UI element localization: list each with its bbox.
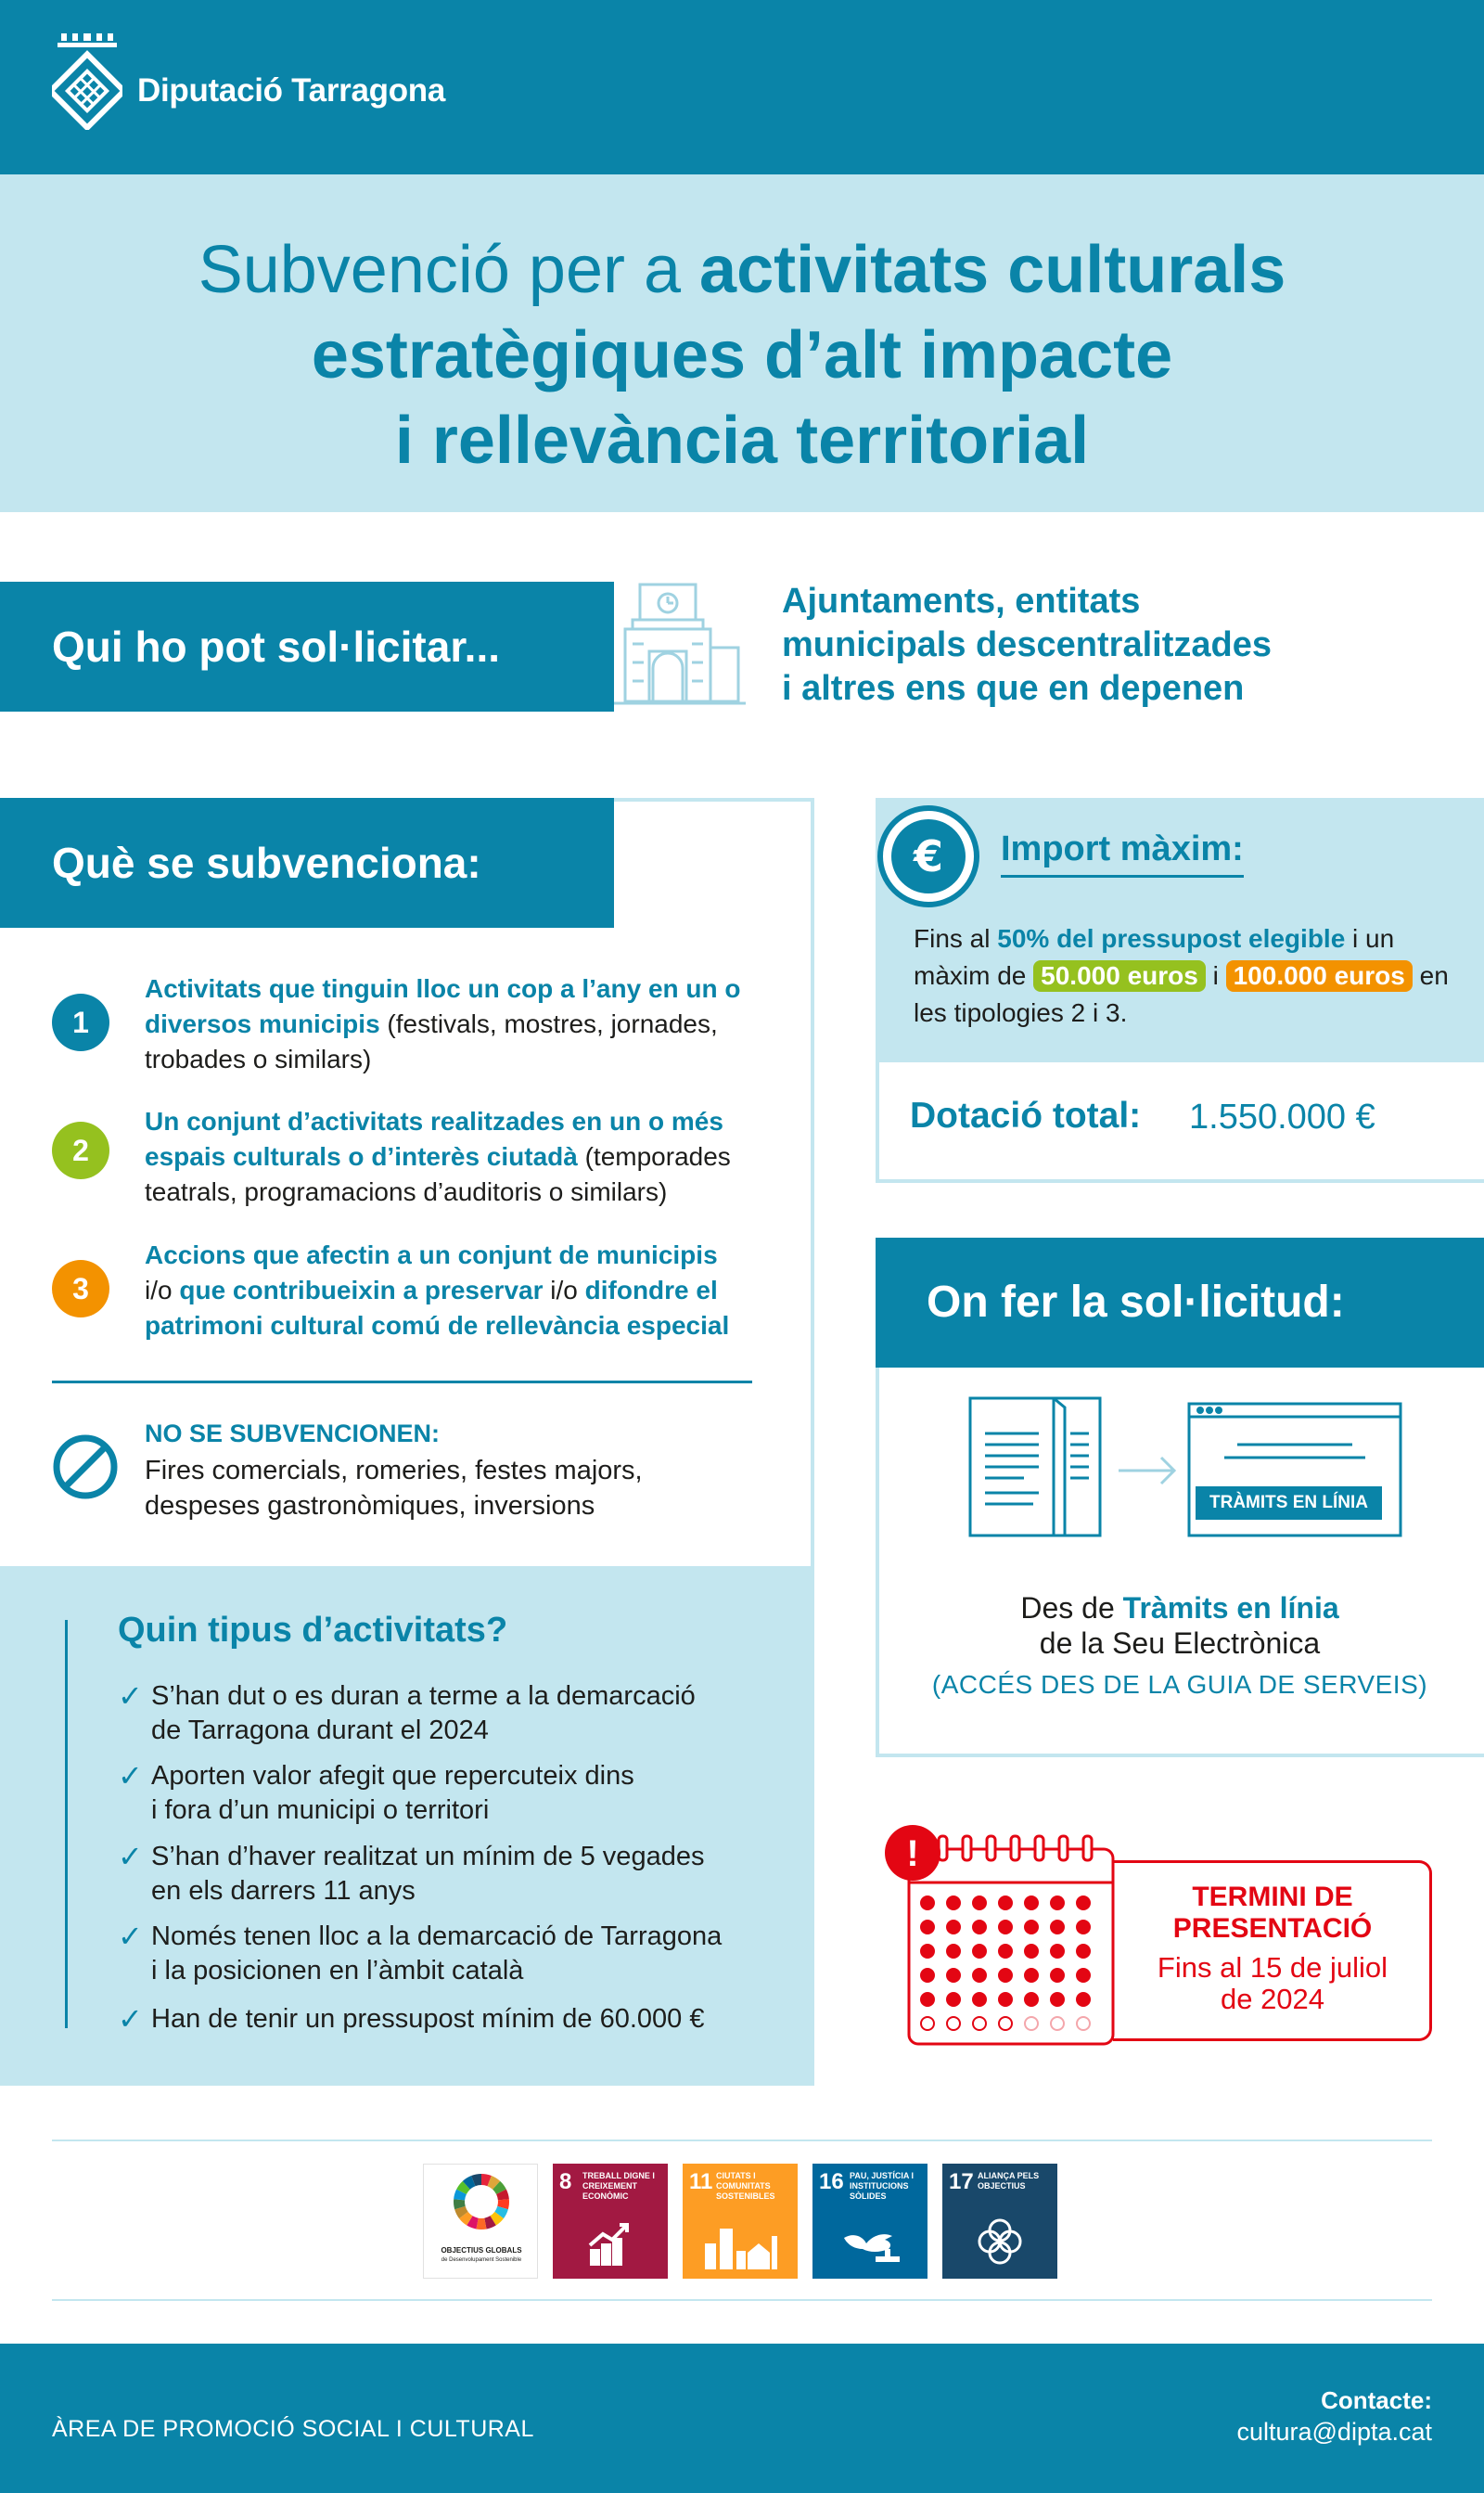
where-text-3: de la Seu Electrònica xyxy=(1039,1626,1321,1660)
growth-chart-icon xyxy=(586,2217,636,2268)
contact-label: Contacte: xyxy=(1321,2386,1432,2414)
calendar-day xyxy=(1025,1921,1038,1934)
type-item-line-1: Aporten valor afegit que repercuteix dins xyxy=(151,1761,634,1791)
type-item xyxy=(118,1840,767,1908)
calendar-day xyxy=(999,1993,1012,2006)
check-icon: ✓ xyxy=(118,1679,143,1713)
footer-area: ÀREA DE PROMOCIÓ SOCIAL I CULTURAL xyxy=(52,2416,534,2442)
what-item-3-plain-b: i/o xyxy=(543,1276,585,1304)
calendar-day xyxy=(973,1945,986,1958)
where-text-1: Des de xyxy=(1020,1591,1123,1625)
calendar-day xyxy=(1051,1921,1064,1934)
calendar-ring xyxy=(987,1836,995,1860)
where-label: On fer la sol·licitud: xyxy=(927,1278,1345,1327)
calendar-day xyxy=(1077,1945,1090,1958)
type-item-line-1: S’han d’haver realitzat un mínim de 5 vegades xyxy=(151,1842,705,1871)
calendar-day xyxy=(999,2017,1012,2030)
deadline-title-2: PRESENTACIÓ xyxy=(1172,1913,1373,1944)
excluded-text: Fires comercials, romeries, festes majors, despeses gastronòmiques, inversions xyxy=(145,1456,643,1521)
type-item-line-1: S’han dut o es duran a terme a la demarcació xyxy=(151,1681,696,1711)
calendar-day xyxy=(947,1896,960,1909)
sdg-number: 17 xyxy=(949,2169,974,2194)
svg-text:€: € xyxy=(913,831,944,881)
calendar-day xyxy=(1025,1896,1038,1909)
calendar-day xyxy=(973,2017,986,2030)
calendar-day xyxy=(921,1945,934,1958)
sdg-tile-11 xyxy=(683,2164,798,2279)
type-item-line-2: i fora d’un municipi o territori xyxy=(151,1795,490,1825)
sdg-label: ALIANÇA PELS OBJECTIUS xyxy=(978,2171,1040,2191)
title-part-1: Subvenció per a xyxy=(198,233,700,307)
deadline-text-1: Fins al 15 de juliol xyxy=(1157,1951,1388,1984)
calendar-day xyxy=(1025,2017,1038,2030)
diputacio-logo-icon xyxy=(52,33,122,130)
exclamation-icon: ! xyxy=(906,1833,919,1874)
amount-pill-50000: 50.000 euros xyxy=(1033,960,1206,992)
tramits-en-linia-button: TRÀMITS EN LÍNIA xyxy=(1196,1486,1382,1520)
where-description xyxy=(876,1590,1484,1661)
calendar-day xyxy=(947,2017,960,2030)
amount-text-3: i un màxim de xyxy=(914,924,1395,990)
amount-pill-100000: 100.000 euros xyxy=(1226,960,1413,992)
partnership-icon xyxy=(972,2214,1028,2269)
calendar-day xyxy=(973,1993,986,2006)
where-note: (ACCÉS DES DE LA GUIA DE SERVEIS) xyxy=(931,1670,1428,1699)
calendar-day xyxy=(921,1993,934,2006)
what-item-2-rest: (temporades teatrals, programacions d’auditoris o similars) xyxy=(145,1142,731,1206)
calendar-day xyxy=(1025,1945,1038,1958)
calendar-ring xyxy=(963,1836,971,1860)
calendar-ring xyxy=(1083,1836,1092,1860)
prohibited-icon xyxy=(52,1433,119,1500)
online-procedure-illustration xyxy=(968,1396,1415,1545)
item-number-3: 3 xyxy=(52,1260,109,1317)
what-item-2-highlight: Un conjunt d’activitats realitzades en un o més espais culturals o d’interès ciutadà xyxy=(145,1107,723,1171)
calendar-day xyxy=(973,1969,986,1982)
who-line-2: municipals descentralitzades xyxy=(782,625,1272,664)
what-item-1-highlight: Activitats que tinguin lloc un cop a l’any en un o diversos municipis xyxy=(145,974,741,1038)
what-label: Què se subvenciona: xyxy=(52,839,481,887)
type-item xyxy=(118,1679,767,1748)
calendar-day xyxy=(1051,1945,1064,1958)
sdg-global-subtitle: de Desenvolupament Sostenible xyxy=(441,2257,522,2263)
calendar-day xyxy=(1077,1969,1090,1982)
sdg-tile-8 xyxy=(553,2164,668,2279)
type-item-line-2: en els darrers 11 anys xyxy=(151,1876,416,1906)
calendar-day xyxy=(947,1945,960,1958)
title-part-2: activitats culturals xyxy=(699,233,1286,307)
page-title xyxy=(0,227,1484,483)
check-icon: ✓ xyxy=(118,1920,143,1953)
calendar-day xyxy=(1051,1969,1064,1982)
calendar-day xyxy=(921,1969,934,1982)
type-item xyxy=(118,2002,767,2037)
divider xyxy=(52,2140,1432,2141)
deadline-title-1: TERMINI DE xyxy=(1192,1882,1353,1912)
type-item-line-1: Només tenen lloc a la demarcació de Tarragona xyxy=(151,1921,723,1951)
contact-email[interactable]: cultura@dipta.cat xyxy=(1236,2418,1432,2446)
calendar-day xyxy=(947,1969,960,1982)
what-item-3-highlight-b: que contribueixin a preservar xyxy=(179,1276,544,1304)
org-name: Diputació Tarragona xyxy=(137,72,446,109)
sdg-label: TREBALL DIGNE I CREIXEMENT ECONÒMIC xyxy=(582,2171,655,2201)
who-description xyxy=(782,580,1431,711)
total-label: Dotació total: xyxy=(910,1096,1142,1136)
city-icon xyxy=(701,2216,779,2269)
item-number-1: 1 xyxy=(52,994,109,1051)
type-item xyxy=(118,1920,767,1988)
sdg-number: 8 xyxy=(559,2169,572,2194)
calendar-day xyxy=(1077,2017,1090,2030)
calendar-day xyxy=(973,1921,986,1934)
calendar-day xyxy=(999,1945,1012,1958)
who-line-3: i altres ens que en depenen xyxy=(782,669,1245,708)
sdg-label: PAU, JUSTÍCIA I INSTITUCIONS SÒLIDES xyxy=(850,2171,915,2201)
what-item-3-plain-a: i/o xyxy=(145,1276,180,1304)
deadline-title xyxy=(1113,1882,1432,1945)
item-number-2: 2 xyxy=(52,1122,109,1179)
calendar-ring xyxy=(1035,1836,1043,1860)
calendar-day xyxy=(999,1921,1012,1934)
who-label: Qui ho pot sol·licitar... xyxy=(52,623,501,671)
calendar-day xyxy=(1077,1896,1090,1909)
title-part-4: i rellevància territorial xyxy=(394,404,1090,478)
calendar-day xyxy=(1077,1993,1090,2006)
calendar-ring xyxy=(1011,1836,1019,1860)
calendar-day xyxy=(921,1896,934,1909)
calendar-day xyxy=(947,1921,960,1934)
calendar-day xyxy=(999,1896,1012,1909)
types-accent-line xyxy=(65,1620,68,2028)
amount-text-4: i xyxy=(1205,961,1226,990)
sdg-global-title: OBJECTIUS GLOBALS xyxy=(441,2246,522,2255)
sdg-tile-17 xyxy=(942,2164,1057,2279)
what-item-1 xyxy=(145,971,751,1077)
euro-icon xyxy=(876,804,980,908)
total-value: 1.550.000 € xyxy=(1189,1098,1375,1137)
town-hall-icon xyxy=(612,583,748,709)
what-item-1-rest: (festivals, mostres, jornades, trobades o similars) xyxy=(145,1009,718,1073)
check-icon: ✓ xyxy=(118,2002,143,2036)
calendar-day xyxy=(921,2017,934,2030)
where-text-highlight: Tràmits en línia xyxy=(1122,1591,1339,1625)
calendar-day xyxy=(921,1921,934,1934)
sdg-label: CIUTATS I COMUNITATS SOSTENIBLES xyxy=(716,2171,775,2201)
amount-text-1: Fins al xyxy=(914,924,998,953)
type-item xyxy=(118,1759,767,1828)
type-item-line-1: Han de tenir un pressupost mínim de 60.000 € xyxy=(151,2004,705,2034)
calendar-day xyxy=(1025,1969,1038,1982)
divider xyxy=(52,1381,752,1383)
types-title: Quin tipus d’activitats? xyxy=(118,1611,508,1650)
sdg-number: 16 xyxy=(819,2169,844,2194)
sdg-tile-16 xyxy=(812,2164,928,2279)
what-item-3-highlight-a: Accions que afectin a un conjunt de municipis xyxy=(145,1240,718,1269)
type-item-line-2: de Tarragona durant el 2024 xyxy=(151,1716,489,1745)
excluded-title: NO SE SUBVENCIONEN: xyxy=(145,1420,441,1447)
divider xyxy=(52,2299,1432,2301)
amount-title: Import màxim: xyxy=(1001,829,1244,878)
check-icon: ✓ xyxy=(118,1840,143,1873)
what-item-3-highlight-c: difondre el patrimoni cultural comú de rellevància especial xyxy=(145,1276,730,1340)
calendar-day xyxy=(1077,1921,1090,1934)
deadline-date xyxy=(1113,1952,1432,2015)
sdg-global-logo xyxy=(423,2164,538,2279)
what-item-2 xyxy=(145,1104,751,1210)
sdg-number: 11 xyxy=(689,2169,713,2194)
calendar-day xyxy=(973,1896,986,1909)
title-part-3: estratègiques d’alt impacte xyxy=(311,318,1173,392)
what-item-3 xyxy=(145,1238,751,1343)
calendar-day xyxy=(947,1993,960,2006)
sdg-wheel-icon xyxy=(452,2172,511,2231)
dove-gavel-icon xyxy=(838,2216,903,2269)
deadline-text-2: de 2024 xyxy=(1220,1983,1325,2015)
amount-description xyxy=(914,920,1452,1032)
calendar-day xyxy=(999,1969,1012,1982)
calendar-day xyxy=(1051,1896,1064,1909)
calendar-day xyxy=(1051,2017,1064,2030)
amount-text-highlight: 50% del pressupost elegible xyxy=(997,924,1346,953)
calendar-ring xyxy=(1059,1836,1068,1860)
type-item-line-2: i la posicionen en l’àmbit català xyxy=(151,1956,524,1985)
amount-text-5: en les tipologies 2 i 3. xyxy=(914,961,1449,1027)
calendar-day xyxy=(1025,1993,1038,2006)
check-icon: ✓ xyxy=(118,1759,143,1793)
calendar-day xyxy=(1051,1993,1064,2006)
calendar-icon xyxy=(881,1823,1122,2050)
who-line-1: Ajuntaments, entitats xyxy=(782,582,1141,621)
